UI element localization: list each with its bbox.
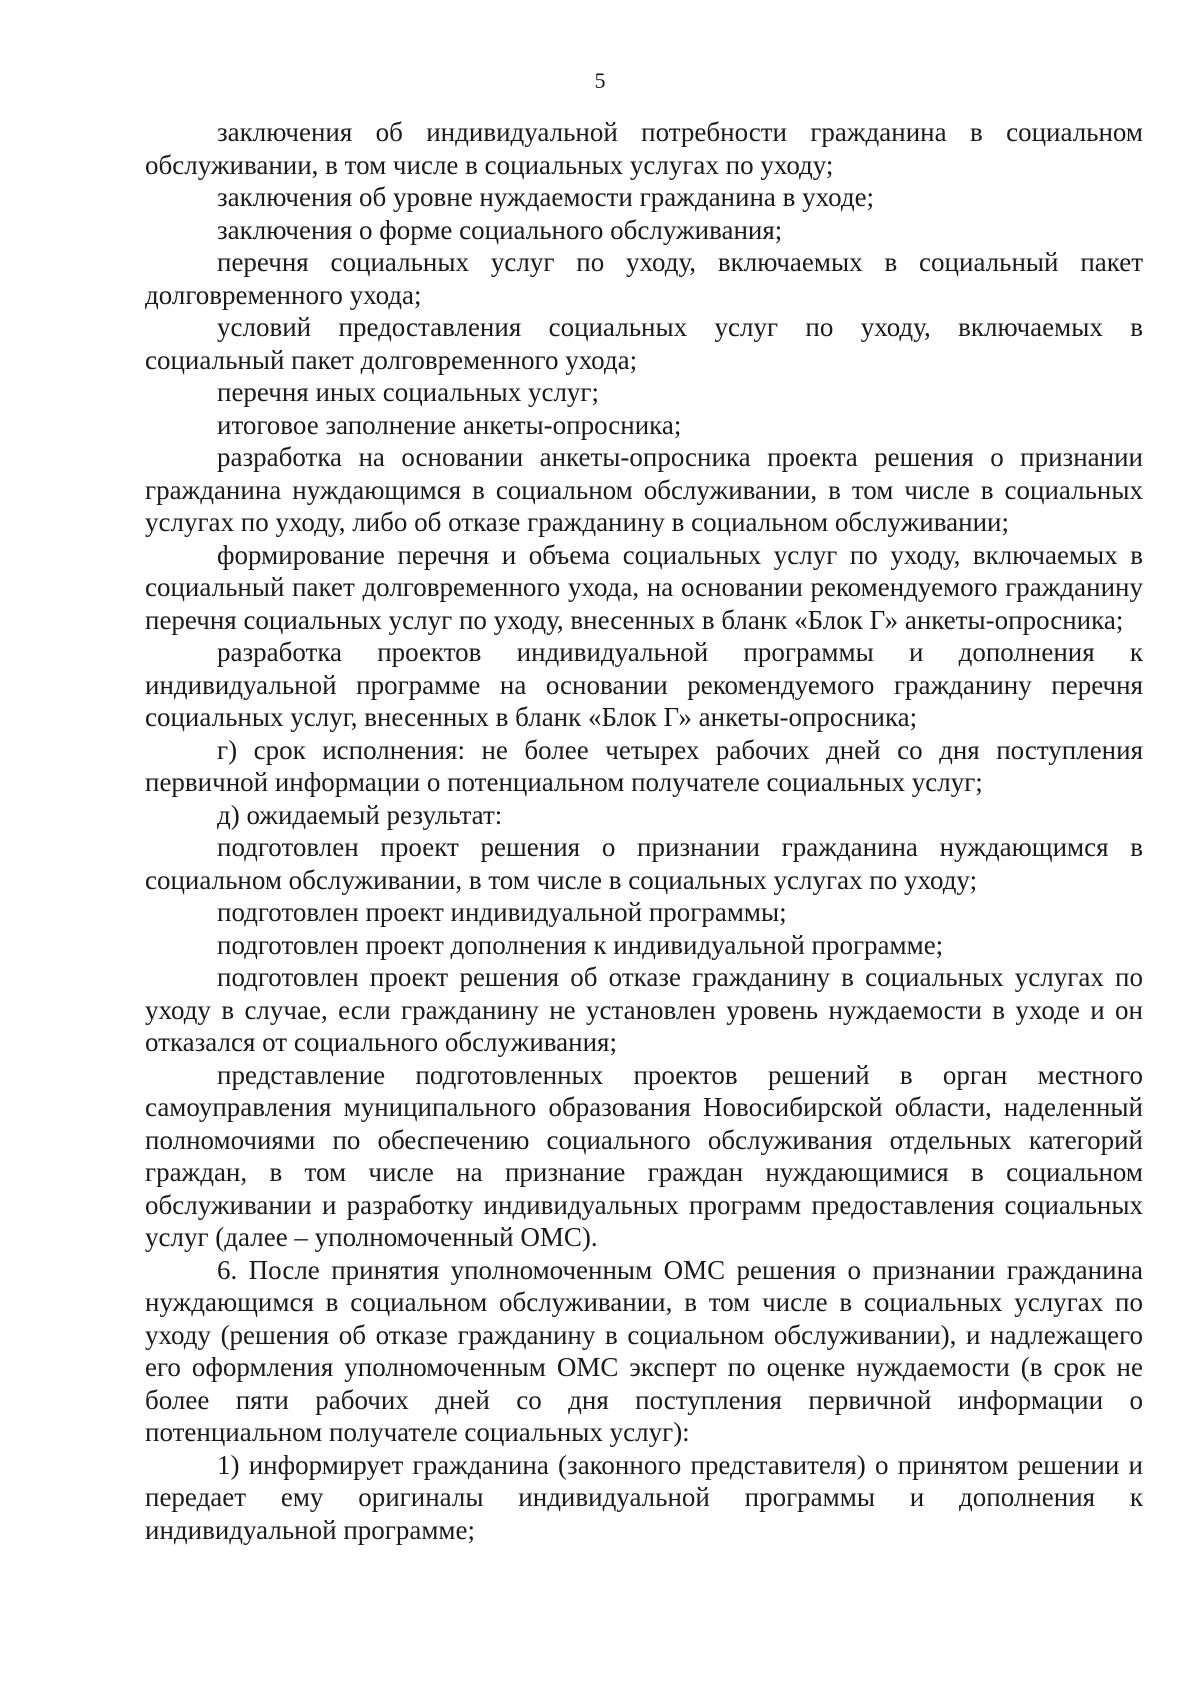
paragraph-services-scope: формирование перечня и объема социальных услуг по уходу, включаемых в социальный пакет долговременного ухода, на основании рекомендуемого гражданину перечня социальных услуг по уходу, внесенных в бланк «Блок Г» анкеты-опросника;: [145, 539, 1143, 635]
paragraph-questionnaire-final: итоговое заполнение анкеты-опросника;: [217, 409, 682, 440]
paragraph-subitem-1: 1) информирует гражданина (законного представителя) о принятом решении и передает ему оригиналы индивидуальной программы и дополнения к индивидуальной программе;: [145, 1449, 1143, 1545]
paragraph-item-6: 6. После принятия уполномоченным ОМС решения о признании гражданина нуждающимся в социальном обслуживании, в том числе в социальных услугах по уходу (решения об отказе гражданину в социальном обслуживании), и надлежащего его оформления уполномоченным ОМС эксперт по оценке нуждаемости (в срок не более пяти рабочих дней со дня поступления первичной информации о потенциальном получателе социальных услуг):: [145, 1254, 1143, 1447]
paragraph-deadline: г) срок исполнения: не более четырех рабочих дней со дня поступления первичной информации о потенциальном получателе социальных услуг;: [145, 734, 1143, 797]
paragraph-result-refusal-draft: подготовлен проект решения об отказе гражданину в социальных услугах по уходу в случае, если гражданину не установлен уровень нуждаемости в уходе и он отказался от социального обслуживания;: [145, 962, 1143, 1057]
document-body: [145, 116, 1143, 1546]
paragraph-result-program-draft: подготовлен проект индивидуальной программы;: [217, 897, 787, 927]
paragraph-conclusion-service-form: заключения о форме социального обслуживания;: [217, 214, 783, 245]
paragraph-submission-to-oms: представление подготовленных проектов решений в орган местного самоуправления муниципального образования Новосибирской области, наделенный полномочиями по обеспечению социального обслуживания отдельных категорий граждан, в том числе на признание граждан нуждающимися в социальном обслуживании и разработку индивидуальных программ предоставления социальных услуг (далее – уполномоченный ОМС).: [145, 1059, 1143, 1252]
paragraph-result-decision-draft: подготовлен проект решения о признании гражданина нуждающимся в социальном обслуживании, в том числе в социальных услугах по уходу;: [145, 832, 1143, 895]
paragraph-other-services-list: перечня иных социальных услуг;: [217, 377, 599, 407]
paragraph-expected-result: д) ожидаемый результат:: [217, 799, 503, 830]
paragraph-draft-decision: разработка на основании анкеты-опросника проекта решения о признании гражданина нуждающимся в социальном обслуживании, в том числе в социальных услугах по уходу, либо об отказе гражданину в социальном обслуживании;: [145, 442, 1143, 537]
paragraph-care-services-list: перечня социальных услуг по уходу, включаемых в социальный пакет долговременного ухода;: [145, 247, 1143, 310]
paragraph-conclusion-individual-need: заключения об индивидуальной потребности гражданина в социальном обслуживании, в том числе в социальных услугах по уходу;: [145, 117, 1143, 180]
paragraph-conclusion-care-level: заключения об уровне нуждаемости гражданина в уходе;: [217, 182, 875, 212]
paragraph-draft-program: разработка проектов индивидуальной программы и дополнения к индивидуальной программе на основании рекомендуемого гражданину перечня социальных услуг, внесенных в бланк «Блок Г» анкеты-опросника;: [145, 637, 1143, 732]
paragraph-care-services-conditions: условий предоставления социальных услуг по уходу, включаемых в социальный пакет долговременного ухода;: [145, 312, 1143, 375]
page-number: 5: [594, 68, 606, 93]
paragraph-result-supplement-draft: подготовлен проект дополнения к индивидуальной программе;: [217, 929, 944, 960]
